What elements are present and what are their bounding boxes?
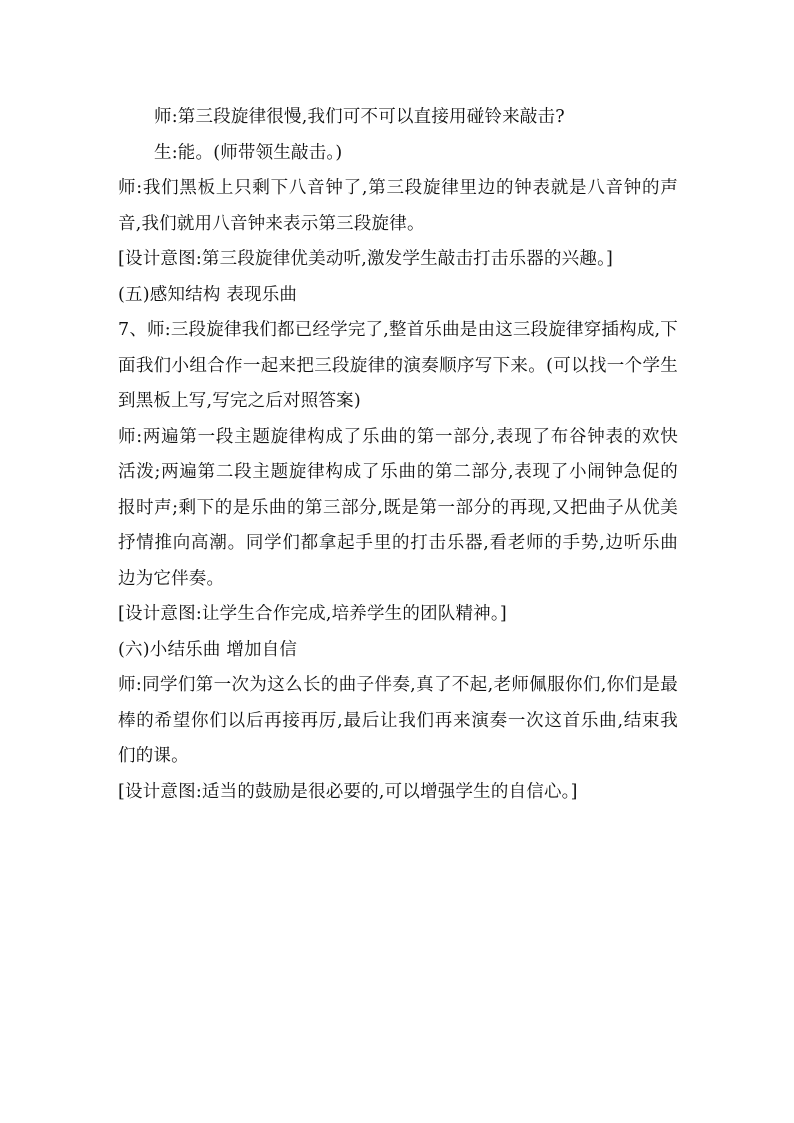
section-heading-5: (五)感知结构 表现乐曲 [118, 284, 298, 305]
paragraph-design-intent-1: [设计意图:第三段旋律优美动听,激发学生敲击打击乐器的兴趣。] [118, 249, 614, 269]
document-body [118, 100, 678, 810]
paragraph-design-intent-3: [设计意图:适当的鼓励是很必要的,可以增强学生的自信心。] [118, 781, 578, 802]
paragraph-structure-explanation: 师:两遍第一段主题旋律构成了乐曲的第一部分,表现了布谷钟表的欢快活泼;两遍第二段主题旋律构成了乐曲的第二部分,表现了小闹钟急促的报时声;剩下的是乐曲的第三部分,既是第一部分的再现,又把曲子从优美抒情推向高潮。同学们都拿起手里的打击乐器,看老师的手势,边听乐曲边为它伴奏。 [118, 426, 678, 589]
paragraph-eight-tone-bell: 师:我们黑板上只剩下八音钟了,第三段旋律里边的钟表就是八音钟的声音,我们就用八音钟来表示第三段旋律。 [118, 178, 678, 234]
paragraph-design-intent-2: [设计意图:让学生合作完成,培养学生的团队精神。] [118, 604, 507, 624]
paragraph-step-7: 7、师:三段旋律我们都已经学完了,整首乐曲是由这三段旋律穿插构成,下面我们小组合作一起来把三段旋律的演奏顺序写下来。(可以找一个学生到黑板上写,写完之后对照答案) [118, 320, 678, 411]
paragraph-conclusion: 师:同学们第一次为这么长的曲子伴奏,真了不起,老师佩服你们,你们是最棒的希望你们以后再接再厉,最后让我们再来演奏一次这首乐曲,结束我们的课。 [118, 675, 678, 766]
paragraph-teacher-question: 师:第三段旋律很慢,我们可不可以直接用碰铃来敲击? [154, 107, 565, 127]
section-heading-6: (六)小结乐曲 增加自信 [118, 639, 298, 660]
paragraph-student-answer: 生:能。(师带领生敲击。) [154, 142, 343, 163]
